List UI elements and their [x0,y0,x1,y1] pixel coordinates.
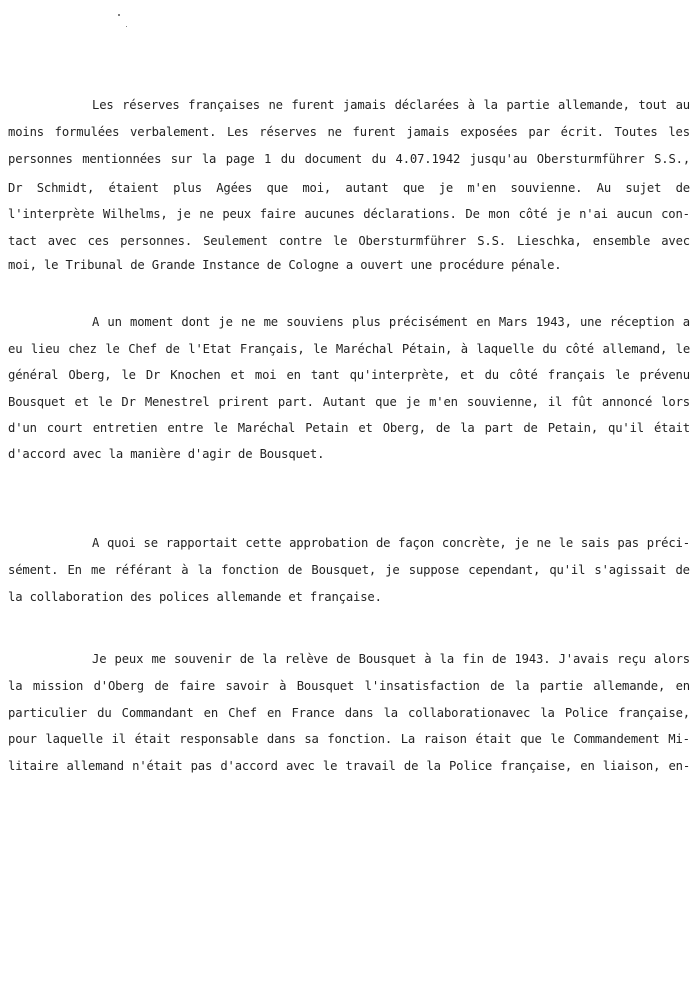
text-line: tact avec ces personnes. Seulement contre le Obersturmführer S.S. Lieschka, ensemble avec [8,234,690,248]
scan-speck [126,26,127,27]
text-line: pour laquelle il était responsable dans sa fonction. La raison était que le Commandement Mi- [8,732,690,746]
text-line: A un moment dont je ne me souviens plus précisément en Mars 1943, une réception a [92,315,690,329]
text-line: général Oberg, le Dr Knochen et moi en tant qu'interprète, et du côté français le prévenu [8,368,690,382]
text-line: litaire allemand n'était pas d'accord avec le travail de la Police française, en liaison, en- [8,759,690,773]
text-line: moi, le Tribunal de Grande Instance de Cologne a ouvert une procédure pénale. [8,258,562,272]
text-line: eu lieu chez le Chef de l'Etat Français, le Maréchal Pétain, à laquelle du côté allemand, le [8,342,690,356]
text-line: Dr Schmidt, étaient plus Agées que moi, autant que je m'en souvienne. Au sujet de [8,181,690,195]
text-line: personnes mentionnées sur la page 1 du document du 4.07.1942 jusqu'au Obersturmführer S.S., [8,152,690,166]
text-line: particulier du Commandant en Chef en France dans la collaborationavec la Police française, [8,706,690,720]
text-line: moins formulées verbalement. Les réserves ne furent jamais exposées par écrit. Toutes les [8,125,690,139]
text-line: l'interprète Wilhelms, je ne peux faire aucunes déclarations. De mon côté je n'ai aucun con- [8,207,690,221]
text-line: d'accord avec la manière d'agir de Bousquet. [8,447,325,461]
text-line: Les réserves françaises ne furent jamais déclarées à la partie allemande, tout au [92,98,690,112]
text-line: A quoi se rapportait cette approbation de façon concrète, je ne le sais pas préci- [92,536,690,550]
text-line: la collaboration des polices allemande et française. [8,590,382,604]
text-line: Je peux me souvenir de la relève de Bousquet à la fin de 1943. J'avais reçu alors [92,652,690,666]
text-line: d'un court entretien entre le Maréchal Petain et Oberg, de la part de Petain, qu'il était [8,421,690,435]
text-line: sément. En me référant à la fonction de Bousquet, je suppose cependant, qu'il s'agissait de [8,563,690,577]
text-line: la mission d'Oberg de faire savoir à Bousquet l'insatisfaction de la partie allemande, en [8,679,690,693]
scan-speck [118,14,120,16]
text-line: Bousquet et le Dr Menestrel prirent part. Autant que je m'en souvienne, il fût annoncé lors [8,395,690,409]
